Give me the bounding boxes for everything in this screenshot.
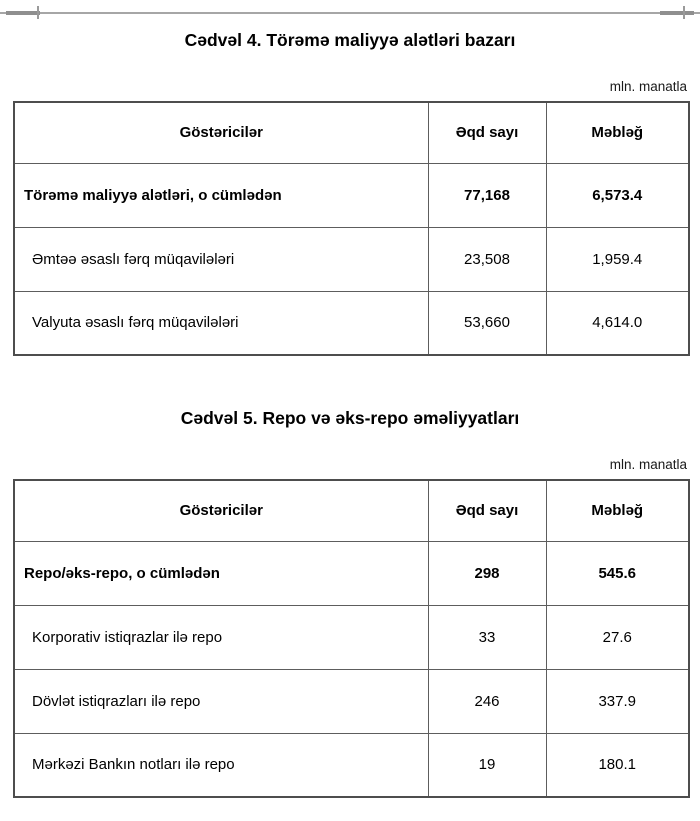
row-label: Dövlət istiqrazları ilə repo (14, 669, 428, 733)
page-break-line (0, 12, 700, 14)
row-label: Korporativ istiqrazlar ilə repo (14, 605, 428, 669)
row-deal-count: 33 (428, 605, 546, 669)
table4-header-row (14, 102, 689, 163)
row-amount: 337.9 (546, 669, 689, 733)
row-deal-count: 19 (428, 733, 546, 797)
table4 (13, 101, 690, 356)
crop-tick-left (37, 6, 39, 19)
row-amount: 4,614.0 (546, 291, 689, 355)
table4-title: Cədvəl 4. Törəmə maliyyə alətləri bazarı (184, 30, 516, 50)
table5-header-row (14, 480, 689, 541)
table-row (14, 541, 689, 605)
page-break-mark-left (6, 11, 40, 15)
row-label: Mərkəzi Bankın notları ilə repo (14, 733, 428, 797)
table-row (14, 227, 689, 291)
table5-col-amount: Məbləğ (546, 480, 689, 541)
row-amount: 180.1 (546, 733, 689, 797)
table5-col-indicators: Göstəricilər (14, 480, 428, 541)
table5 (13, 479, 690, 798)
row-label: Əmtəə əsaslı fərq müqavilələri (14, 227, 428, 291)
table-row (14, 605, 689, 669)
row-deal-count: 23,508 (428, 227, 546, 291)
table-row (14, 669, 689, 733)
table5-col-deal-count: Əqd sayı (428, 480, 546, 541)
row-label: Repo/əks-repo, o cümlədən (14, 541, 428, 605)
row-amount: 6,573.4 (546, 163, 689, 227)
page-break-mark-right (660, 11, 694, 15)
row-deal-count: 53,660 (428, 291, 546, 355)
table-row (14, 291, 689, 355)
table4-unit-label: mln. manatla (609, 79, 687, 94)
page-break-rule (0, 0, 700, 20)
table-row (14, 733, 689, 797)
row-deal-count: 298 (428, 541, 546, 605)
row-amount: 27.6 (546, 605, 689, 669)
table5-title: Cədvəl 5. Repo və əks-repo əməliyyatları (180, 408, 520, 428)
row-deal-count: 246 (428, 669, 546, 733)
row-amount: 1,959.4 (546, 227, 689, 291)
table4-col-deal-count: Əqd sayı (428, 102, 546, 163)
row-label: Valyuta əsaslı fərq müqavilələri (14, 291, 428, 355)
crop-tick-right (683, 6, 685, 19)
table4-col-indicators: Göstəricilər (14, 102, 428, 163)
row-deal-count: 77,168 (428, 163, 546, 227)
row-amount: 545.6 (546, 541, 689, 605)
table4-col-amount: Məbləğ (546, 102, 689, 163)
row-label: Törəmə maliyyə alətləri, o cümlədən (14, 163, 428, 227)
table-row (14, 163, 689, 227)
table5-unit-label: mln. manatla (609, 457, 687, 472)
